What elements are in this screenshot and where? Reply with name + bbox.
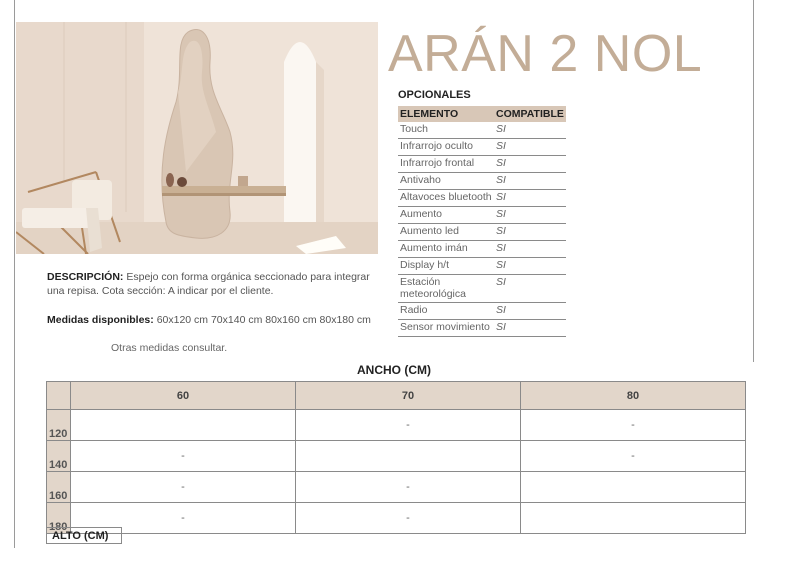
row-header: 140 xyxy=(47,441,71,472)
size-cell xyxy=(71,410,296,441)
compatible-cell: SI xyxy=(494,224,566,241)
col-compatible: COMPATIBLE xyxy=(496,108,564,120)
elemento-cell: Aumento led xyxy=(398,224,494,241)
opcionales-heading: OPCIONALES xyxy=(398,89,471,101)
size-cell xyxy=(521,503,746,534)
elemento-cell: Display h/t xyxy=(398,258,494,275)
size-cell: - xyxy=(296,472,521,503)
medidas-label: Medidas disponibles: xyxy=(47,314,154,326)
compatible-cell: SI xyxy=(494,139,566,156)
description-text: Espejo con forma orgánica seccionado para integrar una repisa. Cota sección: A indicar por el cliente. xyxy=(47,271,370,297)
size-cell xyxy=(296,441,521,472)
alto-label: ALTO (CM) xyxy=(46,527,122,544)
product-photo xyxy=(16,22,378,254)
compatible-cell: SI xyxy=(494,190,566,207)
elemento-cell: Antivaho xyxy=(398,173,494,190)
table-row xyxy=(398,275,566,303)
table-row xyxy=(47,441,746,472)
page-border-left xyxy=(14,0,15,548)
elemento-cell: Radio xyxy=(398,303,494,320)
description xyxy=(47,270,387,298)
opcionales-table xyxy=(398,106,566,337)
elemento-cell: Aumento xyxy=(398,207,494,224)
table-row xyxy=(398,224,566,241)
table-row xyxy=(398,173,566,190)
table-row xyxy=(398,241,566,258)
elemento-cell: Altavoces bluetooth xyxy=(398,190,494,207)
table-row xyxy=(398,258,566,275)
otras-medidas-note: Otras medidas consultar. xyxy=(111,342,228,354)
row-header: 180 xyxy=(47,503,71,534)
col-header-80: 80 xyxy=(521,382,746,410)
table-row xyxy=(398,207,566,224)
table-row xyxy=(47,472,746,503)
compatible-cell: SI xyxy=(494,320,566,337)
compatible-cell: SI xyxy=(494,241,566,258)
compatible-cell: SI xyxy=(494,173,566,190)
col-header-60: 60 xyxy=(71,382,296,410)
size-cell: - xyxy=(71,441,296,472)
table-row xyxy=(398,190,566,207)
size-table xyxy=(46,381,746,534)
elemento-cell: Infrarrojo frontal xyxy=(398,156,494,173)
description-label: DESCRIPCIÓN: xyxy=(47,271,124,283)
corner-cell xyxy=(47,382,71,410)
elemento-cell: Sensor movimiento xyxy=(398,320,494,337)
table-row xyxy=(398,122,566,139)
table-row xyxy=(398,320,566,337)
size-cell: - xyxy=(521,410,746,441)
size-cell: - xyxy=(71,503,296,534)
col-elemento: ELEMENTO xyxy=(398,106,494,122)
table-row xyxy=(398,303,566,320)
size-cell: - xyxy=(296,503,521,534)
page-border-right xyxy=(753,0,754,362)
compatible-cell: SI xyxy=(494,122,566,139)
size-cell: - xyxy=(521,441,746,472)
size-cell: - xyxy=(71,472,296,503)
compatible-cell: SI xyxy=(494,275,566,303)
ancho-label: ANCHO (CM) xyxy=(357,363,431,377)
elemento-cell: Aumento imán xyxy=(398,241,494,258)
compatible-cell: SI xyxy=(494,258,566,275)
medidas-disponibles xyxy=(47,314,371,326)
table-row xyxy=(47,503,746,534)
size-cell: - xyxy=(296,410,521,441)
compatible-cell: SI xyxy=(494,303,566,320)
row-header: 160 xyxy=(47,472,71,503)
elemento-cell: Touch xyxy=(398,122,494,139)
elemento-cell: Infrarrojo oculto xyxy=(398,139,494,156)
table-row xyxy=(398,139,566,156)
product-title: ARÁN 2 NOL xyxy=(388,25,703,83)
compatible-cell: SI xyxy=(494,156,566,173)
table-row xyxy=(47,410,746,441)
compatible-cell: SI xyxy=(494,207,566,224)
elemento-cell: Estación meteorológica xyxy=(398,275,494,303)
col-header-70: 70 xyxy=(296,382,521,410)
product-photo-illustration xyxy=(16,22,378,254)
table-row xyxy=(398,156,566,173)
size-cell xyxy=(521,472,746,503)
row-header: 120 xyxy=(47,410,71,441)
medidas-text: 60x120 cm 70x140 cm 80x160 cm 80x180 cm xyxy=(156,314,371,326)
